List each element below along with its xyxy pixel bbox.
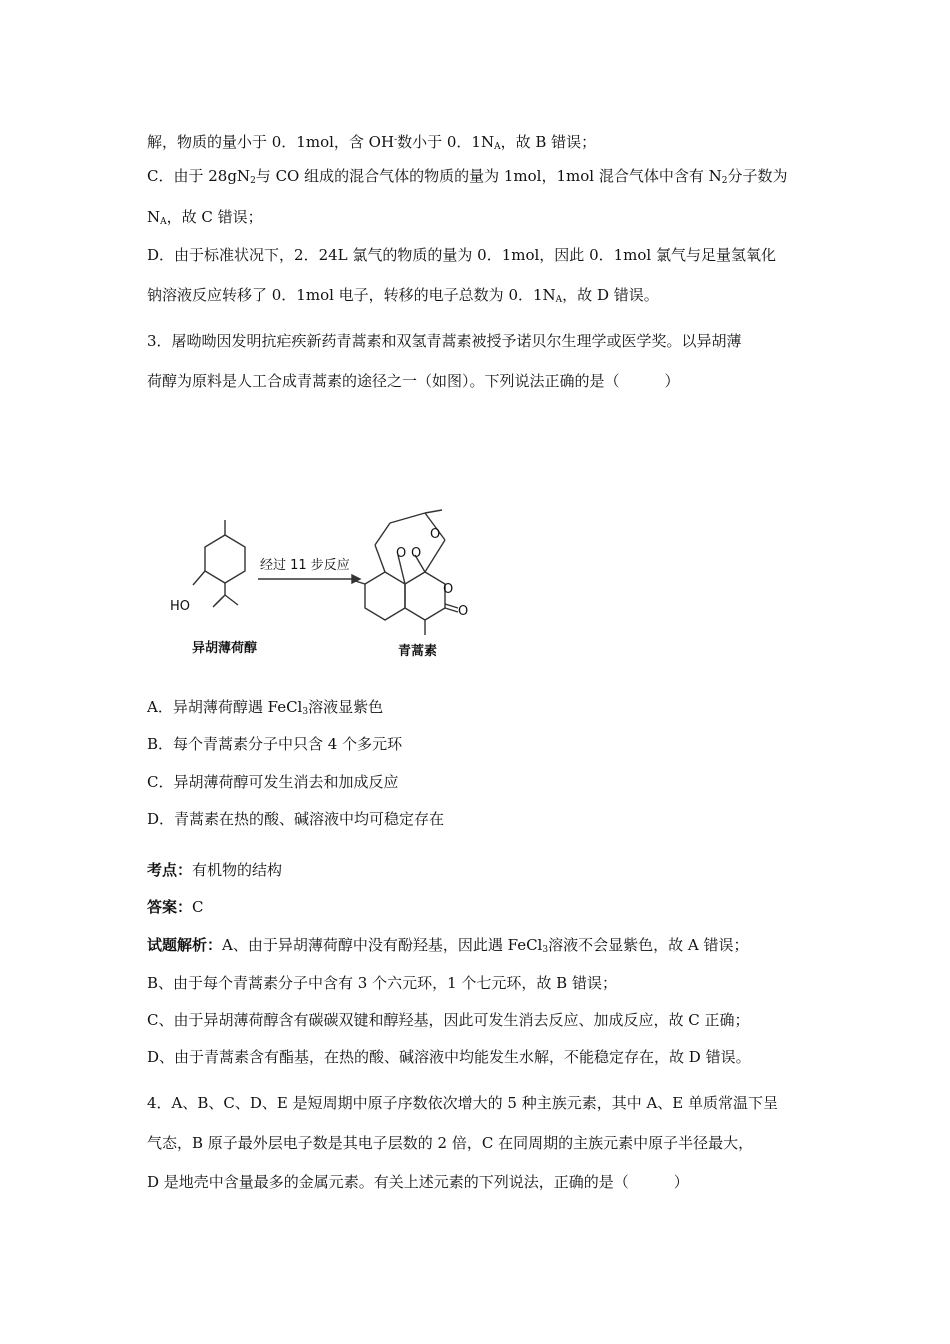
q3-option-a — [147, 697, 383, 722]
subscript: A — [494, 142, 501, 152]
answer — [147, 897, 204, 917]
text: ，故 B 错误； — [500, 133, 597, 151]
text: 分子数为 — [727, 167, 788, 185]
text: 解，物质的量小于 0．1mol，含 OH — [147, 133, 395, 151]
q3-stem-line-1: 3．屠呦呦因发明抗疟疾新药青蒿素和双氢青蒿素被授予诺贝尔生理学或医学奖。以异胡薄 — [147, 332, 742, 350]
text: N — [147, 208, 161, 226]
subscript: 3 — [302, 707, 309, 717]
q4-stem-line-3: D 是地壳中含量最多的金属元素。有关上述元素的下列说法，正确的是（ ） — [147, 1173, 689, 1191]
q3-option-c: C．异胡薄荷醇可发生消去和加成反应 — [147, 773, 399, 791]
analysis-line-4: D、由于青蒿素含有酯基，在热的酸、碱溶液中均能发生水解，不能稳定存在，故 D 错误。 — [147, 1048, 751, 1066]
answer-value: C — [192, 898, 204, 916]
arrow-label: 经过 11 步反应 — [260, 558, 350, 573]
superscript: - — [394, 135, 398, 145]
answer-label: 答案： — [147, 898, 193, 916]
text: C．由于 28gN — [147, 167, 251, 185]
q4-stem-line-1: 4．A、B、C、D、E 是短周期中原子序数依次增大的 5 种主族元素，其中 A、E 单质常温下呈 — [147, 1094, 779, 1112]
subscript: A — [555, 295, 563, 305]
subscript: 2 — [250, 176, 256, 186]
q4-stem-line-2: 气态，B 原子最外层电子数是其电子层数的 2 倍，C 在同周期的主族元素中原子半径最大， — [147, 1134, 754, 1152]
o-label: O — [443, 582, 454, 597]
cyclohexane-ring-right — [365, 572, 405, 620]
q3-option-b: B．每个青蒿素分子中只含 4 个多元环 — [147, 735, 403, 753]
text: ，故 C 错误； — [166, 208, 263, 226]
subscript: A — [160, 217, 167, 227]
analysis-line-2: B、由于每个青蒿素分子中含有 3 个六元环，1 个七元环，故 B 错误； — [147, 974, 617, 992]
prev-line-3 — [147, 207, 263, 232]
subscript: 3 — [542, 945, 549, 955]
text: ，故 D 错误。 — [562, 286, 659, 304]
prev-line-4: D．由于标准状况下，2．24L 氯气的物质的量为 0．1mol，因此 0．1mol 氯气与足量氢氧化 — [147, 246, 776, 264]
kaodian — [147, 860, 282, 880]
text: 与 CO 组成的混合气体的物质的量为 1mol，1mol 混合气体中含有 N — [255, 167, 722, 185]
q3-option-d: D．青蒿素在热的酸、碱溶液中均可稳定存在 — [147, 810, 445, 828]
kaodian-label: 考点： — [147, 861, 193, 879]
analysis-line-1 — [147, 935, 748, 960]
analysis-line-3: C、由于异胡薄荷醇含有碳碳双键和醇羟基，因此可发生消去反应、加成反应，故 C 正确； — [147, 1011, 750, 1029]
cyclohexane-ring-left — [205, 535, 245, 583]
text: 钠溶液反应转移了 0．1mol 电子，转移的电子总数为 0．1N — [147, 286, 556, 304]
text: 溶液不会显紫色，故 A 错误； — [548, 936, 749, 954]
prev-line-2 — [147, 166, 787, 191]
prev-line-5 — [147, 285, 659, 310]
text: 溶液显紫色 — [308, 698, 384, 716]
o-label: O — [458, 604, 469, 619]
text: A、由于异胡薄荷醇中没有酚羟基，因此遇 FeCl — [222, 936, 543, 954]
o-label: O — [396, 546, 407, 561]
q3-stem-line-2: 荷醇为原料是人工合成青蒿素的途径之一（如图）。下列说法正确的是（ ） — [147, 372, 680, 390]
reaction-figure — [160, 495, 480, 665]
prev-line-1 — [147, 130, 596, 157]
o-label: O — [430, 527, 441, 542]
left-compound-name: 异胡薄荷醇 — [192, 641, 258, 656]
ho-label: HO — [170, 599, 191, 614]
analysis-label: 试题解析： — [147, 936, 223, 954]
subscript: 2 — [721, 176, 728, 186]
o-label: O — [411, 546, 422, 561]
kaodian-value: 有机物的结构 — [192, 861, 283, 879]
right-compound-name: 青蒿素 — [398, 644, 438, 659]
text: A．异胡薄荷醇遇 FeCl — [147, 698, 303, 716]
text: 数小于 0．1N — [397, 133, 495, 151]
